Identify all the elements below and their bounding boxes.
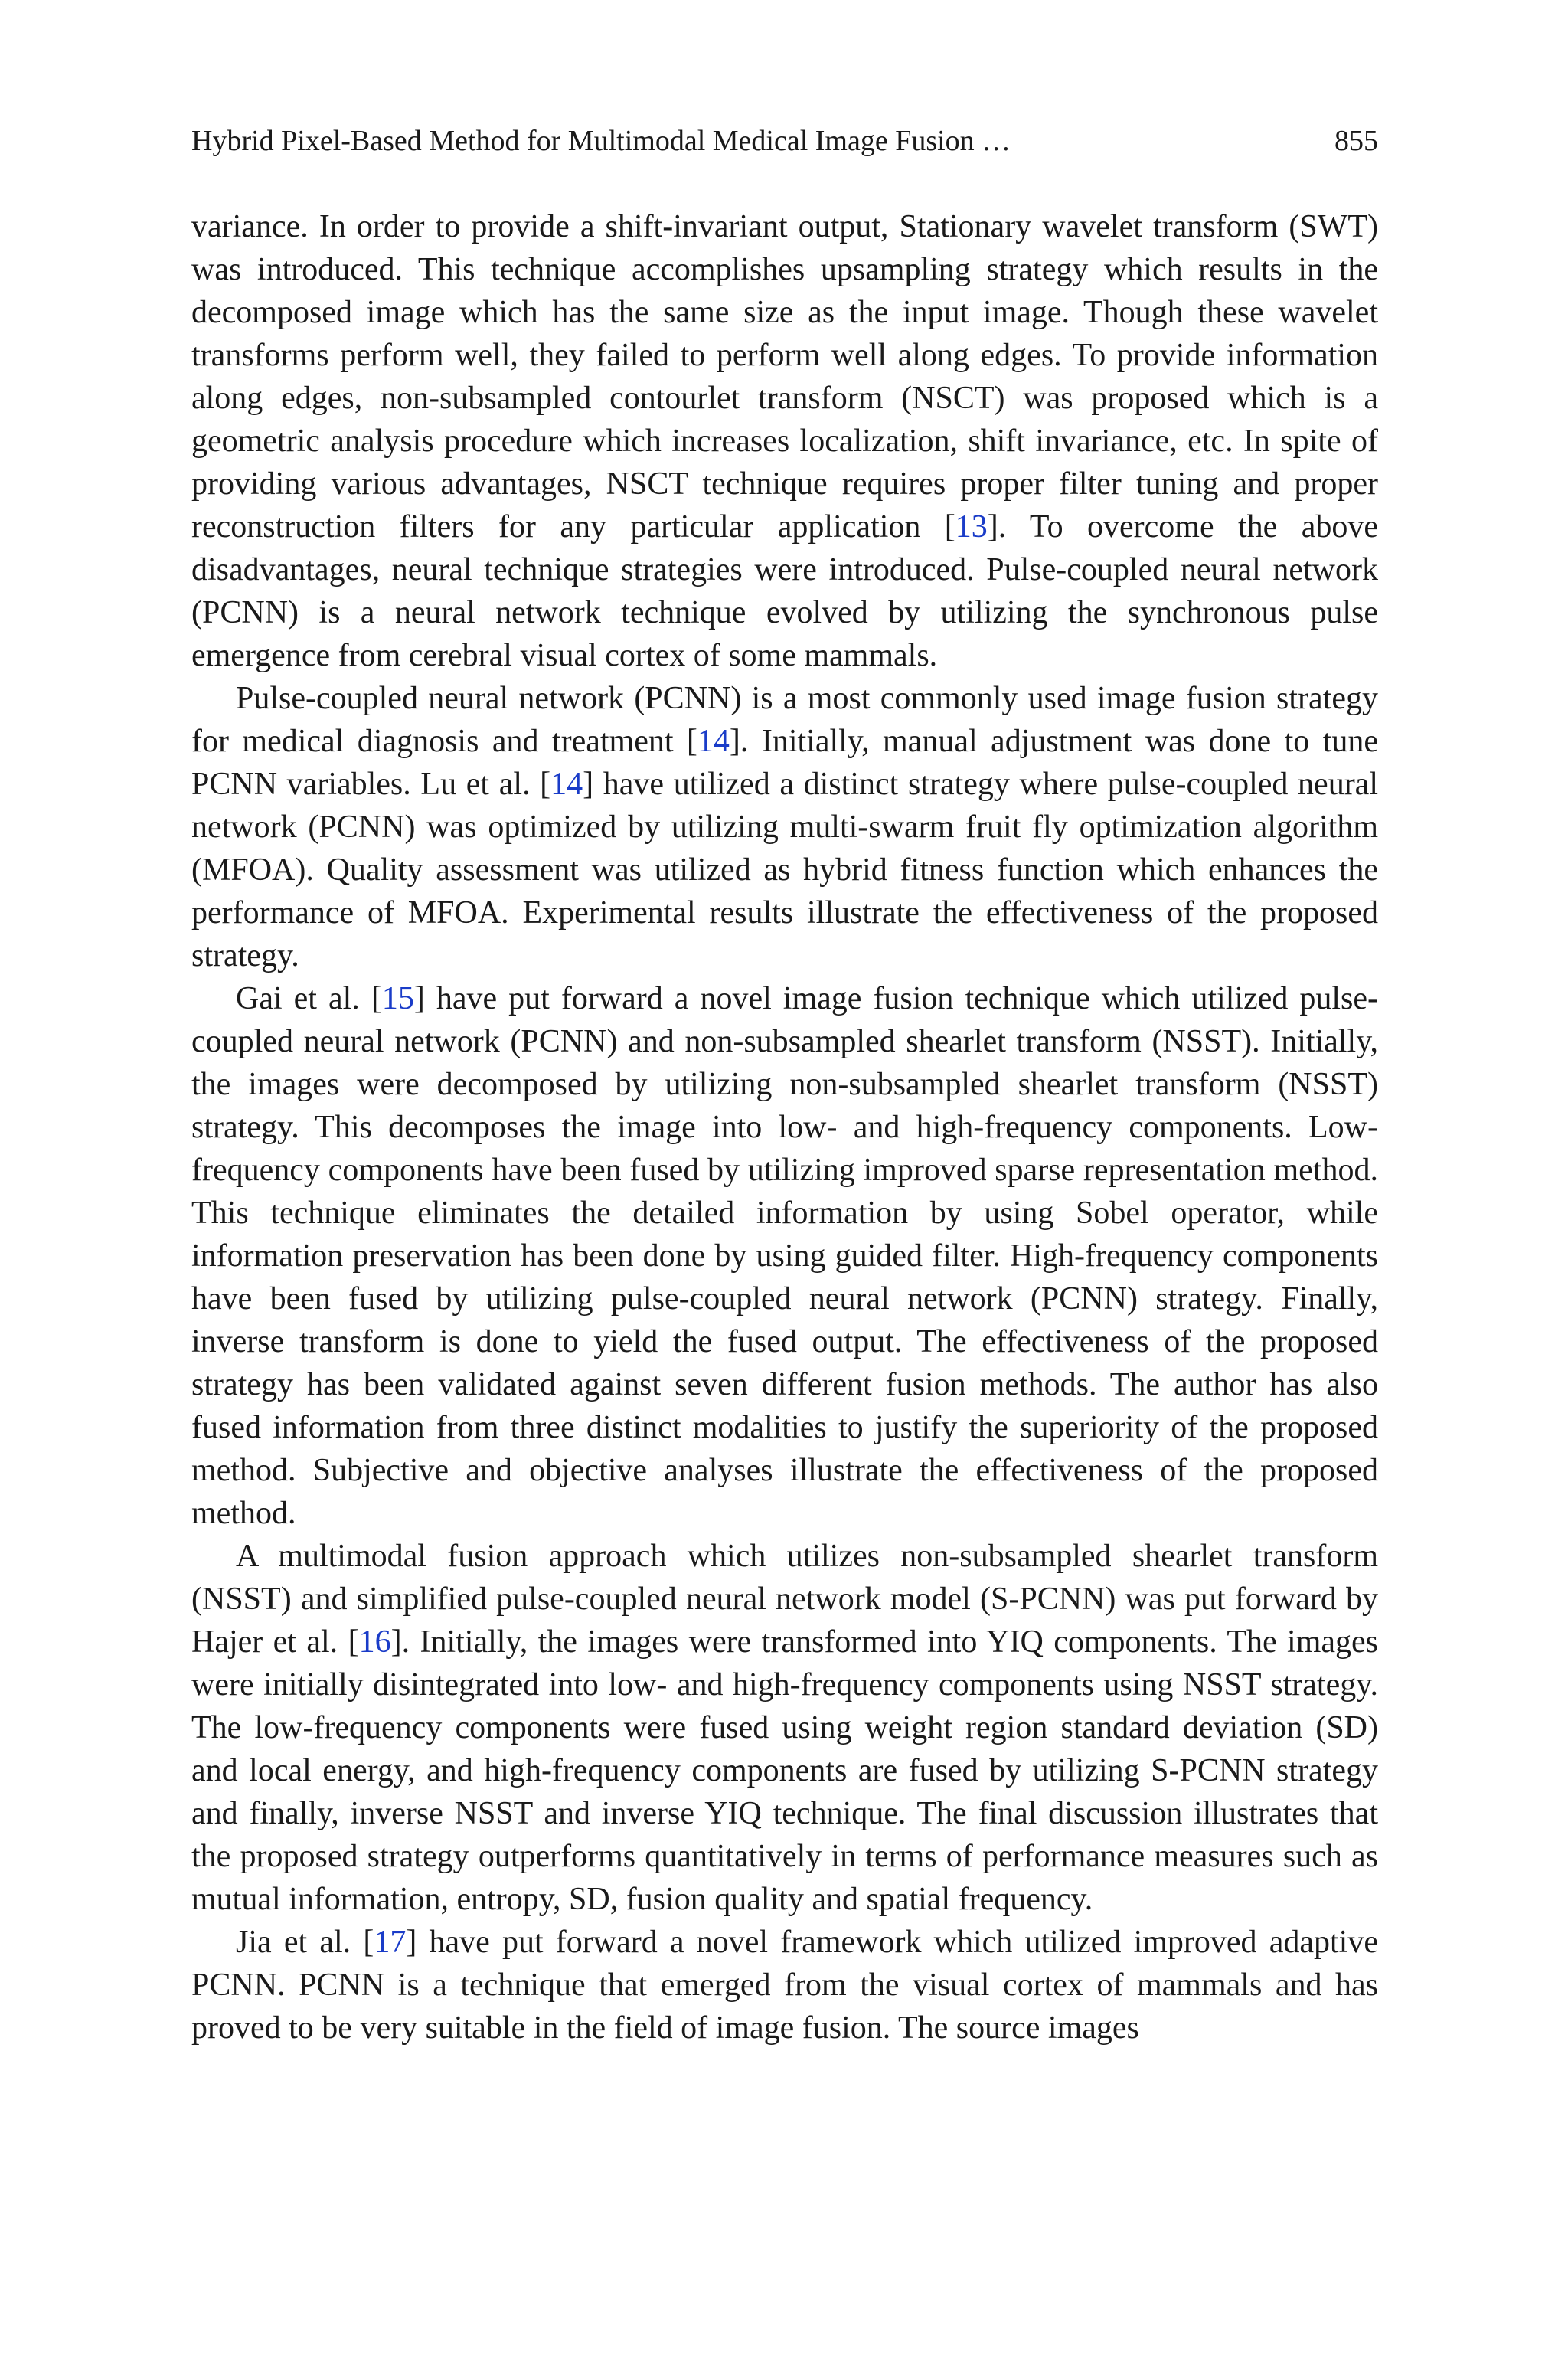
- paragraph-text: ]. To overcome the above disadvantages, neural technique strategies were introduced. Pulse-coupled neural network (PCNN) is a neural network technique evolved by utilizing the synchronous pulse emergence from cerebral visual cortex of some mammals.: [191, 509, 1378, 673]
- paragraph-text: ] have utilized a distinct strategy where pulse-coupled neural network (PCNN) was optimized by utilizing multi-swarm fruit fly optimization algorithm (MFOA). Quality assessment was utilized as hybrid fitness function which enhances the performance of MFOA. Experimental results illustrate the effectiveness of the proposed strategy.: [191, 767, 1378, 973]
- citation-link[interactable]: 13: [955, 509, 988, 545]
- paragraph-text: Gai et al. [: [236, 981, 382, 1016]
- paragraph: [191, 1535, 1378, 1921]
- paragraph-text: Jia et al. [: [236, 1925, 374, 1960]
- paragraph-text: variance. In order to provide a shift-invariant output, Stationary wavelet transform (SWT) was introduced. This technique accomplishes upsampling strategy which results in the decomposed image which has the same size as the input image. Though these wavelet transforms perform well, they failed to perform well along edges. To provide information along edges, non-subsampled contourlet transform (NSCT) was proposed which is a geometric analysis procedure which increases localization, shift invariance, etc. In spite of providing various advantages, NSCT technique requires proper filter tuning and proper reconstruction filters for any particular application [: [191, 209, 1378, 545]
- citation-link[interactable]: 14: [550, 767, 583, 802]
- paragraph-text: ]. Initially, manual adjustment was done to tune PCNN variables. Lu et al. [: [191, 724, 1378, 802]
- citation-link[interactable]: 16: [358, 1624, 391, 1660]
- paragraph: [191, 1921, 1378, 2049]
- paragraph-text: ] have put forward a novel image fusion technique which utilized pulse-coupled neural network (PCNN) and non-subsampled shearlet transform (NSST). Initially, the images were decomposed by utilizing non-subsampled shearlet transform (NSST) strategy. This decomposes the image into low- and high-frequency components. Low-frequency components have been fused by utilizing improved sparse representation method. This technique eliminates the detailed information by using Sobel operator, while information preservation has been done by using guided filter. High-frequency components have been fused by utilizing pulse-coupled neural network (PCNN) strategy. Finally, inverse transform is done to yield the fused output. The effectiveness of the proposed strategy has been validated against seven different fusion methods. The author has also fused information from three distinct modalities to justify the superiority of the proposed method. Subjective and objective analyses illustrate the effectiveness of the proposed method.: [191, 981, 1379, 1531]
- page: [191, 0, 1378, 2378]
- page-number: 855: [1334, 125, 1378, 157]
- paragraph-text: ]. Initially, the images were transformed into YIQ components. The images were initially disintegrated into low- and high-frequency components using NSST strategy. The low-frequency components were fused using weight region standard deviation (SD) and local energy, and high-frequency components are fused by utilizing S-PCNN strategy and finally, inverse NSST and inverse YIQ technique. The final discussion illustrates that the proposed strategy outperforms quantitatively in terms of performance measures such as mutual information, entropy, SD, fusion quality and spatial frequency.: [191, 1624, 1378, 1917]
- paragraph-text: Pulse-coupled neural network (PCNN) is a most commonly used image fusion strategy for medical diagnosis and treatment [: [191, 681, 1378, 759]
- paragraph: [191, 977, 1378, 1535]
- running-title: Hybrid Pixel-Based Method for Multimodal Medical Image Fusion …: [191, 125, 1011, 157]
- paragraph-text: ] have put forward a novel framework which utilized improved adaptive PCNN. PCNN is a technique that emerged from the visual cortex of mammals and has proved to be very suitable in the field of image fusion. The source images: [191, 1925, 1378, 2046]
- citation-link[interactable]: 15: [381, 981, 414, 1016]
- paragraph-text: A multimodal fusion approach which utilizes non-subsampled shearlet transform (NSST) and simplified pulse-coupled neural network model (S-PCNN) was put forward by Hajer et al. [: [191, 1539, 1378, 1660]
- paragraph: [191, 205, 1378, 677]
- citation-link[interactable]: 14: [697, 724, 730, 759]
- citation-link[interactable]: 17: [374, 1925, 407, 1960]
- paragraph: [191, 677, 1378, 977]
- body-text: [191, 205, 1378, 2049]
- running-head: [191, 123, 1378, 159]
